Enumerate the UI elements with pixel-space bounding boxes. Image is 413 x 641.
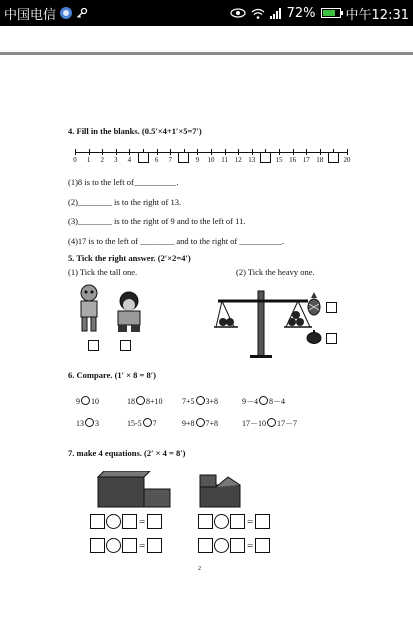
equation-operator-circle[interactable]: [214, 538, 229, 553]
compare-circle[interactable]: [81, 396, 90, 405]
number-line-tick: [102, 149, 103, 155]
equation-number-box[interactable]: [255, 538, 270, 553]
number-line-tick: [279, 149, 280, 155]
equation-number-box[interactable]: [147, 538, 162, 553]
equation-number-box[interactable]: [147, 514, 162, 529]
number-line-tick: [347, 149, 348, 155]
compare-left: 17－10: [242, 419, 266, 428]
carrier-name: 中国电信: [4, 7, 57, 23]
compare-right: 7+8: [205, 419, 219, 428]
compare-circle[interactable]: [196, 396, 205, 405]
reader-toolbar-area: [0, 26, 413, 54]
q5-title: 5. Tick the right answer. (2′×2=4′): [68, 253, 191, 263]
equals-sign: =: [247, 539, 254, 552]
compare-right: 17－7: [277, 419, 297, 428]
eye-icon: [230, 8, 246, 18]
compare-item: [76, 418, 99, 428]
q7-title: 7. make 4 equations. (2′ × 4 = 8′): [68, 448, 186, 458]
equation-operator-circle[interactable]: [106, 514, 121, 529]
equation-operator-circle[interactable]: [106, 538, 121, 553]
compare-circle[interactable]: [196, 418, 205, 427]
number-line-tick: [293, 149, 294, 155]
number-line-label: 2: [100, 156, 104, 164]
tick-box-pumpkin[interactable]: [326, 333, 337, 344]
number-line-label: 20: [343, 156, 351, 164]
compare-circle[interactable]: [259, 396, 268, 405]
q4-item-2: (2)________ is to the right of 13.: [68, 197, 182, 207]
wifi-icon: [251, 8, 265, 19]
compare-circle[interactable]: [267, 418, 276, 427]
number-line-label: 3: [114, 156, 118, 164]
compare-item: [127, 418, 157, 428]
short-child-figure: [118, 292, 140, 332]
equation-row: [90, 538, 162, 553]
compare-left: 7+5: [182, 397, 195, 406]
equation-row: [198, 538, 270, 553]
equation-number-box[interactable]: [122, 514, 137, 529]
number-line-label: 1: [86, 156, 91, 164]
number-line-label: 17: [302, 156, 310, 164]
q6-title: 6. Compare. (1′ × 8 = 8′): [68, 370, 156, 380]
number-line-label: 6: [154, 156, 159, 164]
number-line-tick: [211, 149, 212, 155]
compare-right: 8+10: [146, 397, 163, 406]
tick-box-short-child[interactable]: [120, 340, 131, 351]
q4-item-3: (3)________ is to the right of 9 and to the left of 11.: [68, 216, 246, 226]
equals-sign: =: [139, 515, 146, 528]
number-line-tick: [252, 149, 253, 155]
number-line-label: 15: [275, 156, 283, 164]
compare-left: 18: [127, 397, 135, 406]
clock: 中午12:31: [345, 7, 409, 23]
equation-operator-circle[interactable]: [214, 514, 229, 529]
tick-box-pineapple[interactable]: [326, 302, 337, 313]
number-line-label: 4: [127, 156, 132, 164]
compare-circle[interactable]: [143, 418, 152, 427]
equation-number-box[interactable]: [198, 514, 213, 529]
compare-left: 13: [76, 419, 84, 428]
number-line-tick: [225, 149, 226, 155]
compare-right: 7: [152, 419, 157, 428]
number-line-tick: [170, 149, 171, 155]
number-line-label: 7: [168, 156, 172, 164]
key-icon: [76, 7, 88, 19]
compare-item: [182, 418, 218, 428]
compare-right: 8－4: [269, 397, 285, 406]
compare-item: [76, 396, 99, 406]
blocks-illustration-left: [96, 471, 174, 509]
number-line-label: 13: [248, 156, 256, 164]
tall-child-figure: [81, 285, 97, 331]
compare-item: [127, 396, 163, 406]
status-bar: [0, 0, 413, 26]
compare-item: [242, 418, 297, 429]
q4-title: 4. Fill in the blanks. (0.5′×4+1′×5=7′): [68, 126, 202, 136]
compare-right: 3+8: [205, 397, 219, 406]
page-number: 2: [198, 566, 201, 572]
number-line-tick: [197, 149, 198, 155]
children-illustration: [74, 283, 154, 335]
q5-part-2: (2) Tick the heavy one.: [236, 267, 315, 277]
number-line: [73, 148, 351, 176]
signal-icon: [270, 8, 282, 19]
battery-percent: 72%: [286, 5, 316, 21]
compare-left: 9+8: [182, 419, 195, 428]
equation-row: [90, 514, 162, 529]
equation-number-box[interactable]: [198, 538, 213, 553]
number-line-label: 10: [207, 156, 215, 164]
notification-badge-icon: [60, 7, 72, 19]
equation-number-box[interactable]: [90, 538, 105, 553]
compare-circle[interactable]: [85, 418, 94, 427]
equation-number-box[interactable]: [230, 514, 245, 529]
compare-left: 9: [76, 397, 80, 406]
pineapple-icon: [306, 292, 322, 316]
q4-item-1: (1)8 is to the left of__________.: [68, 177, 179, 187]
equation-number-box[interactable]: [255, 514, 270, 529]
compare-left: 9－4: [242, 397, 258, 406]
number-line-blank-box[interactable]: [178, 152, 189, 163]
compare-left: 15-5: [127, 419, 142, 428]
number-line-label: 11: [221, 156, 228, 164]
tick-box-tall-child[interactable]: [88, 340, 99, 351]
equation-row: [198, 514, 270, 529]
equation-number-box[interactable]: [122, 538, 137, 553]
number-line-label: 9: [195, 156, 200, 164]
number-line-tick: [306, 149, 307, 155]
number-line-tick: [238, 149, 239, 155]
q4-item-4: (4)17 is to the left of ________ and to the right of __________.: [68, 236, 285, 246]
q5-part-1: (1) Tick the tall one.: [68, 267, 138, 277]
number-line-tick: [89, 149, 90, 155]
number-line-tick: [116, 149, 117, 155]
number-line-blank-box[interactable]: [138, 152, 149, 163]
compare-right: 10: [91, 397, 99, 406]
battery-icon: [321, 8, 341, 18]
compare-item: [182, 396, 218, 406]
number-line-tick: [157, 149, 158, 155]
number-line-label: 16: [289, 156, 297, 164]
number-line-tick: [129, 149, 130, 155]
compare-right: 3: [95, 419, 99, 428]
equation-number-box[interactable]: [230, 538, 245, 553]
number-line-label: 18: [316, 156, 324, 164]
number-line-label: 0: [73, 156, 77, 164]
number-line-tick: [320, 149, 321, 155]
document-page[interactable]: [0, 55, 413, 641]
compare-circle[interactable]: [136, 396, 145, 405]
number-line-label: 12: [234, 156, 242, 164]
blocks-illustration-right: [198, 471, 244, 509]
number-line-blank-box[interactable]: [260, 152, 271, 163]
compare-item: [242, 396, 285, 407]
pumpkin-icon: [306, 330, 322, 344]
number-line-tick: [75, 149, 76, 155]
equation-number-box[interactable]: [90, 514, 105, 529]
equals-sign: =: [139, 539, 146, 552]
number-line-blank-box[interactable]: [328, 152, 339, 163]
equals-sign: =: [247, 515, 254, 528]
